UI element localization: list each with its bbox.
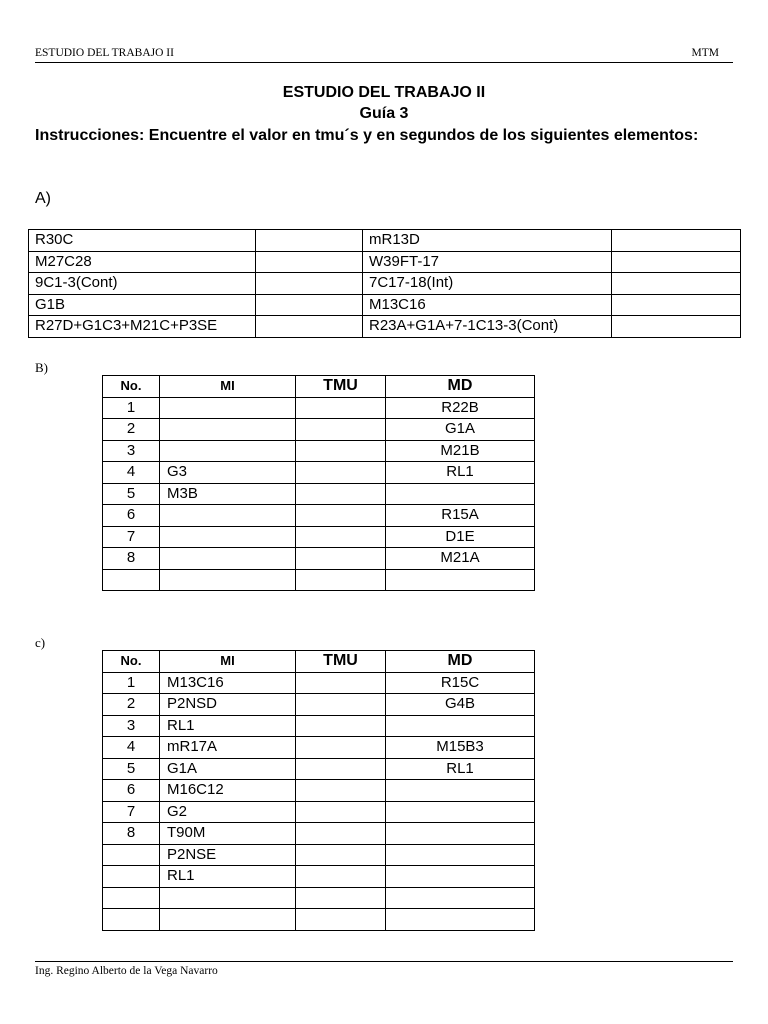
- tmu-cell: [296, 569, 386, 591]
- table-row: [103, 823, 535, 845]
- header-no: No.: [103, 651, 160, 673]
- answer-cell: [612, 294, 741, 316]
- mi-cell: P2NSD: [160, 694, 296, 716]
- tmu-cell: [296, 397, 386, 419]
- row-number-cell: 7: [103, 526, 160, 548]
- mi-cell: [160, 526, 296, 548]
- tmu-cell: [296, 483, 386, 505]
- tmu-cell: [296, 909, 386, 931]
- md-cell: G1A: [386, 419, 535, 441]
- row-number-cell: 1: [103, 672, 160, 694]
- md-cell: G4B: [386, 694, 535, 716]
- table-row: [103, 844, 535, 866]
- tmu-cell: [296, 440, 386, 462]
- row-number-cell: [103, 844, 160, 866]
- row-number-cell: 8: [103, 548, 160, 570]
- md-cell: [386, 801, 535, 823]
- row-number-cell: [103, 909, 160, 931]
- answer-cell: [612, 273, 741, 295]
- table-row: [103, 758, 535, 780]
- answer-cell: [256, 273, 363, 295]
- mi-cell: RL1: [160, 866, 296, 888]
- table-row: [103, 737, 535, 759]
- table-row: [103, 887, 535, 909]
- tmu-cell: [296, 844, 386, 866]
- table-row: [103, 694, 535, 716]
- md-cell: RL1: [386, 758, 535, 780]
- table-row: [103, 419, 535, 441]
- answer-cell: [256, 251, 363, 273]
- mi-cell: mR17A: [160, 737, 296, 759]
- footer-author: Ing. Regino Alberto de la Vega Navarro: [35, 965, 218, 977]
- md-cell: [386, 569, 535, 591]
- table-row: [29, 230, 741, 252]
- section-c-label: c): [35, 635, 46, 650]
- mi-cell: M13C16: [160, 672, 296, 694]
- element-cell: 9C1-3(Cont): [29, 273, 256, 295]
- table-row: [29, 294, 741, 316]
- table-row: [103, 801, 535, 823]
- answer-cell: [612, 316, 741, 338]
- mi-cell: [160, 397, 296, 419]
- md-cell: [386, 866, 535, 888]
- table-row: [103, 866, 535, 888]
- element-cell: M13C16: [363, 294, 612, 316]
- element-cell: G1B: [29, 294, 256, 316]
- mi-cell: [160, 440, 296, 462]
- mi-cell: [160, 569, 296, 591]
- element-cell: R30C: [29, 230, 256, 252]
- md-cell: R22B: [386, 397, 535, 419]
- md-cell: M15B3: [386, 737, 535, 759]
- table-row: [103, 462, 535, 484]
- table-row: [103, 526, 535, 548]
- tmu-cell: [296, 801, 386, 823]
- tmu-cell: [296, 548, 386, 570]
- header-course: ESTUDIO DEL TRABAJO II: [35, 47, 174, 59]
- row-number-cell: 2: [103, 694, 160, 716]
- row-number-cell: 5: [103, 483, 160, 505]
- row-number-cell: 3: [103, 440, 160, 462]
- tmu-cell: [296, 505, 386, 527]
- row-number-cell: [103, 887, 160, 909]
- header-mi: MI: [160, 651, 296, 673]
- mi-cell: G1A: [160, 758, 296, 780]
- mi-cell: G2: [160, 801, 296, 823]
- tmu-cell: [296, 823, 386, 845]
- table-row: [103, 715, 535, 737]
- table-row: [103, 505, 535, 527]
- answer-cell: [612, 251, 741, 273]
- mi-cell: [160, 505, 296, 527]
- section-a-table: [28, 229, 741, 338]
- header-topic: MTM: [691, 47, 719, 59]
- element-cell: R27D+G1C3+M21C+P3SE: [29, 316, 256, 338]
- element-cell: mR13D: [363, 230, 612, 252]
- page-footer: [35, 961, 733, 977]
- answer-cell: [612, 230, 741, 252]
- element-cell: R23A+G1A+7-1C13-3(Cont): [363, 316, 612, 338]
- mi-cell: [160, 909, 296, 931]
- row-number-cell: 7: [103, 801, 160, 823]
- mi-cell: [160, 548, 296, 570]
- tmu-cell: [296, 758, 386, 780]
- table-row: [29, 316, 741, 338]
- page-header: [35, 44, 733, 63]
- row-number-cell: 5: [103, 758, 160, 780]
- header-mi: MI: [160, 376, 296, 398]
- element-cell: W39FT-17: [363, 251, 612, 273]
- header-tmu: TMU: [296, 376, 386, 398]
- element-cell: M27C28: [29, 251, 256, 273]
- mi-cell: [160, 887, 296, 909]
- md-cell: [386, 715, 535, 737]
- md-cell: [386, 780, 535, 802]
- document-subtitle: Guía 3: [359, 105, 409, 122]
- mi-cell: P2NSE: [160, 844, 296, 866]
- row-number-cell: [103, 866, 160, 888]
- md-cell: RL1: [386, 462, 535, 484]
- mi-cell: T90M: [160, 823, 296, 845]
- mi-cell: M16C12: [160, 780, 296, 802]
- md-cell: [386, 909, 535, 931]
- document-title: ESTUDIO DEL TRABAJO II: [282, 84, 486, 101]
- tmu-cell: [296, 737, 386, 759]
- md-cell: D1E: [386, 526, 535, 548]
- tmu-cell: [296, 419, 386, 441]
- tmu-cell: [296, 672, 386, 694]
- row-number-cell: 4: [103, 737, 160, 759]
- row-number-cell: 6: [103, 505, 160, 527]
- mi-cell: G3: [160, 462, 296, 484]
- section-c-table: [102, 650, 535, 931]
- tmu-cell: [296, 694, 386, 716]
- table-row: [103, 440, 535, 462]
- tmu-cell: [296, 715, 386, 737]
- answer-cell: [256, 316, 363, 338]
- table-row: [103, 483, 535, 505]
- table-row: [103, 548, 535, 570]
- header-md: MD: [386, 376, 535, 398]
- header-tmu: TMU: [296, 651, 386, 673]
- section-b-table: [102, 375, 535, 591]
- row-number-cell: [103, 569, 160, 591]
- row-number-cell: 1: [103, 397, 160, 419]
- table-row: [103, 569, 535, 591]
- tmu-cell: [296, 866, 386, 888]
- md-cell: [386, 844, 535, 866]
- answer-cell: [256, 230, 363, 252]
- instructions-text: Instrucciones: Encuentre el valor en tmu´s y en segundos de los siguientes elementos:: [35, 127, 699, 144]
- table-row: [103, 672, 535, 694]
- section-a-label: A): [35, 190, 51, 207]
- md-cell: [386, 887, 535, 909]
- table-row: [29, 251, 741, 273]
- tmu-cell: [296, 462, 386, 484]
- tmu-cell: [296, 526, 386, 548]
- table-row: [29, 273, 741, 295]
- mi-cell: M3B: [160, 483, 296, 505]
- table-row: [103, 909, 535, 931]
- table-row: [103, 780, 535, 802]
- header-md: MD: [386, 651, 535, 673]
- section-b-label: B): [35, 360, 48, 375]
- row-number-cell: 3: [103, 715, 160, 737]
- mi-cell: RL1: [160, 715, 296, 737]
- row-number-cell: 4: [103, 462, 160, 484]
- row-number-cell: 2: [103, 419, 160, 441]
- element-cell: 7C17-18(Int): [363, 273, 612, 295]
- table-row: [103, 397, 535, 419]
- md-cell: R15A: [386, 505, 535, 527]
- md-cell: M21B: [386, 440, 535, 462]
- md-cell: [386, 823, 535, 845]
- row-number-cell: 6: [103, 780, 160, 802]
- tmu-cell: [296, 780, 386, 802]
- md-cell: [386, 483, 535, 505]
- tmu-cell: [296, 887, 386, 909]
- md-cell: M21A: [386, 548, 535, 570]
- row-number-cell: 8: [103, 823, 160, 845]
- md-cell: R15C: [386, 672, 535, 694]
- answer-cell: [256, 294, 363, 316]
- mi-cell: [160, 419, 296, 441]
- header-no: No.: [103, 376, 160, 398]
